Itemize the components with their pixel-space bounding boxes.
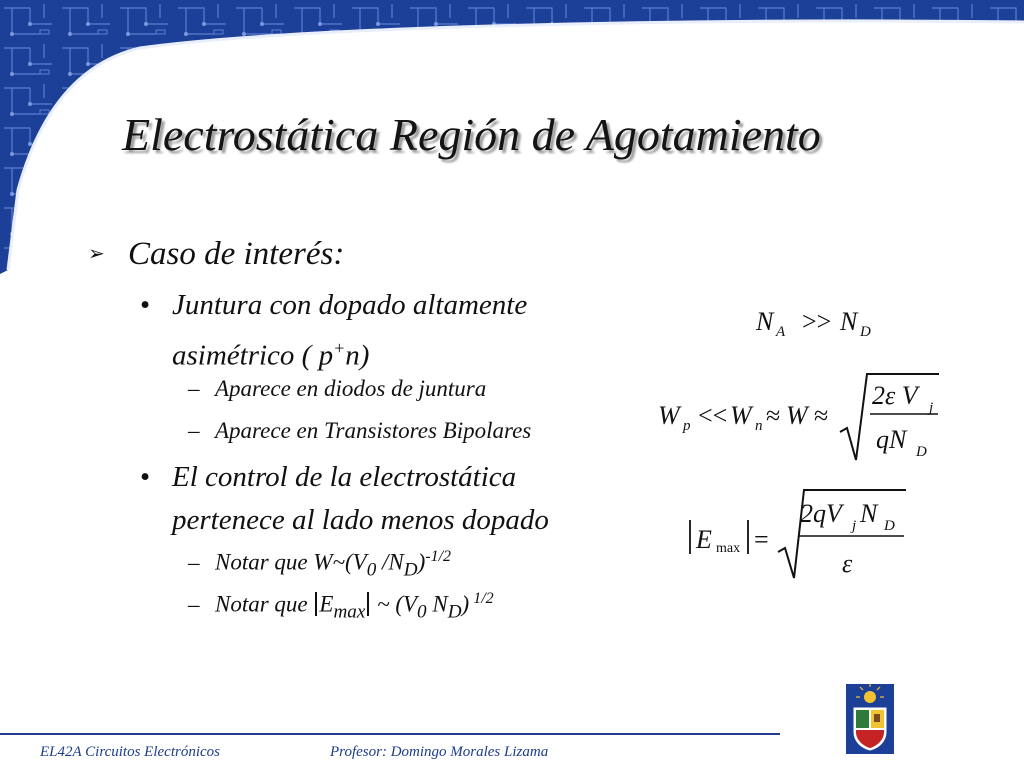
footer-divider: [0, 733, 780, 735]
dash-bullet-icon: –: [188, 549, 200, 575]
svg-text:W: W: [658, 401, 680, 430]
sub-bullet-diodos: – Aparece en diodos de juntura: [188, 376, 487, 401]
equation-depletion-width: [654, 366, 954, 466]
svg-text:j: j: [929, 400, 934, 416]
svg-text:N: N: [756, 307, 774, 336]
svg-text:2ε V: 2ε V: [872, 381, 918, 410]
svg-text:W: W: [786, 401, 808, 430]
bullet-juntura-line1: Juntura con dopado altamente: [172, 289, 528, 321]
bullet-control: [140, 456, 549, 542]
svg-text:<<: <<: [698, 401, 728, 430]
svg-text:n: n: [755, 418, 763, 434]
dash-bullet-icon: –: [188, 376, 200, 401]
svg-text:N: N: [860, 499, 878, 528]
footer-professor: Profesor: Domingo Morales Lizama: [330, 744, 549, 760]
equation-max-field: [684, 482, 924, 582]
svg-text:D: D: [916, 444, 927, 460]
bullet-control-line1: El control de la electrostática: [172, 461, 517, 493]
sub-bullet-transistores: – Aparece en Transistores Bipolares: [188, 418, 532, 443]
svg-text:j: j: [852, 518, 857, 534]
heading-bullet: [88, 236, 344, 273]
svg-text:N: N: [840, 307, 858, 336]
svg-text:A: A: [776, 324, 786, 340]
svg-text:max: max: [716, 541, 741, 556]
svg-text:W: W: [730, 401, 752, 430]
svg-text:D: D: [884, 518, 895, 534]
dash-bullet-icon: –: [188, 418, 200, 443]
bullet-juntura-line2: asimétrico ( p+n): [172, 338, 370, 372]
footer-course: EL42A Circuitos Electrónicos: [40, 744, 220, 760]
sub-bullet-notar-w: – Notar que $W\sim(V_0$ $/N_D)^{-1/2}$: [188, 548, 452, 581]
bullet-dot-icon: •: [140, 289, 151, 321]
svg-text:=: =: [754, 525, 769, 554]
svg-text:>>: >>: [802, 307, 832, 336]
svg-text:E: E: [696, 525, 712, 554]
dash-bullet-icon: –: [188, 591, 200, 617]
bullet-juntura: [140, 284, 527, 378]
heading-text: Caso de interés:: [128, 236, 345, 272]
svg-text:p: p: [683, 418, 691, 434]
svg-text:D: D: [860, 324, 871, 340]
university-crest-icon: [846, 684, 894, 754]
svg-text:qN: qN: [876, 425, 907, 454]
bullet-control-line2: pertenece al lado menos dopado: [172, 504, 549, 536]
sub-bullet-notar-emax: – Notar que $E_{max}$ ~ ($V_0$ $N_D$) $^{1/2}$: [188, 590, 494, 623]
svg-text:ε: ε: [842, 549, 853, 578]
arrow-bullet-icon: ➢: [88, 243, 105, 265]
svg-text:2qV: 2qV: [800, 499, 842, 528]
slide-title: Electrostática Región de Agotamiento: [122, 109, 821, 160]
bullet-dot-icon: •: [140, 461, 151, 493]
svg-text:≈: ≈: [814, 401, 829, 430]
svg-text:≈: ≈: [766, 401, 781, 430]
equation-doping-ratio: [750, 300, 890, 344]
